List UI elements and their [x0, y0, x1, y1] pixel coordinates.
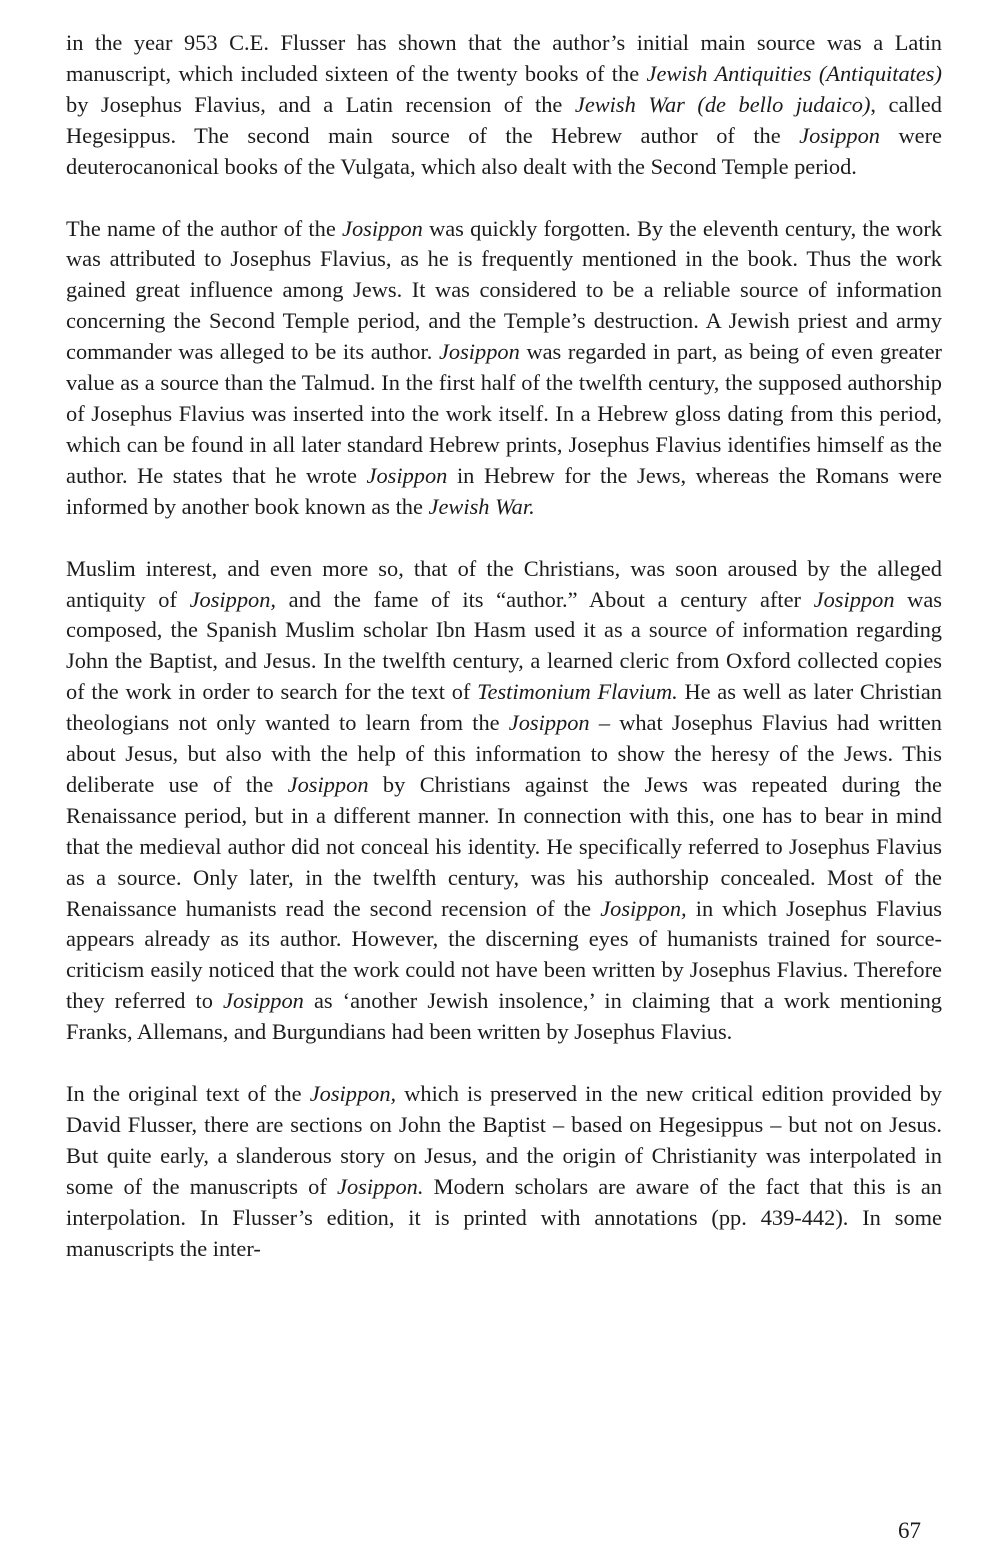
text-segment: was quickly forgotten. By the eleventh century, the work was attributed to Josephus Flavius, as he is frequently mentioned in the book. Thus the work gained great influence among Jews. It was considered to be a reliable source of information concerning the Second Temple period, and the Temple’s destruction. A Jewish priest and army commander was alleged to be its author.	[66, 215, 942, 365]
paragraph-1	[66, 28, 942, 183]
italic-text-segment: Josippon	[223, 988, 304, 1014]
italic-text-segment: Josippon.	[337, 1173, 424, 1199]
italic-text-segment: Josippon,	[189, 586, 277, 612]
paragraph-2	[66, 214, 942, 523]
paragraph-gap	[66, 183, 942, 214]
text-segment: by Josephus Flavius, and a Latin recension of the	[66, 91, 575, 117]
paragraph-gap	[66, 523, 942, 554]
text-segment: in the year 953 C.E. Flusser has shown that the author’s initial main source was a Latin manuscript, which included sixteen of the twenty books of the	[66, 30, 942, 86]
text-segment: were deuterocanonical books of the Vulgata, which also dealt with the Second Temple period.	[66, 122, 942, 179]
italic-text-segment: Josippon	[508, 710, 590, 736]
italic-text-segment: Josippon	[342, 215, 423, 241]
text-segment: in which Josephus Flavius appears already as its author. However, the discerning eyes of humanists trained for source-criticism easily noticed that the work could not have been written by Josephus Flavius. Therefore they referred to	[66, 895, 942, 1014]
text-segment: In the original text of the	[66, 1081, 310, 1107]
text-segment: as ‘another Jewish insolence,’ in claiming that a work mentioning Franks, Allemans, and Burgundians had been written by Josephus Flavius.	[66, 988, 943, 1045]
text-segment: The name of the author of the	[66, 215, 342, 241]
italic-text-segment: Jewish War.	[428, 493, 535, 519]
paragraph-4	[66, 1079, 942, 1264]
italic-text-segment: Josippon	[438, 339, 520, 365]
text-segment: He as well as later Christian theologians not only wanted to learn from the	[66, 679, 942, 736]
text-segment: by Christians against the Jews was repeated during the Renaissance period, but in a different manner. In connection with this, one has to bear in mind that the medieval author did not conceal his identity. He specifically referred to Josephus Flavius as a source. Only later, in the twelfth century, was his authorship concealed. Most of the Renaissance humanists read the second recension of the	[66, 771, 942, 921]
italic-text-segment: Josippon,	[309, 1081, 397, 1107]
text-segment: Modern scholars are aware of the fact that this is an interpolation. In Flusser’s edition, it is printed with annotations (pp. 439-442). In some manuscripts the inter-	[66, 1173, 942, 1261]
paragraph-gap	[66, 1048, 942, 1079]
italic-text-segment: Jewish War (de bello judaico)	[574, 91, 871, 117]
italic-text-segment: Josippon	[287, 771, 369, 797]
page-number: 67	[898, 1518, 921, 1543]
italic-text-segment: Jewish Antiquities (Antiquitates)	[646, 60, 942, 86]
text-segment: in Hebrew for the Jews, whereas the Romans were informed by another book known as the	[66, 462, 942, 519]
text-segment: Muslim interest, and even more so, that of the Christians, was soon aroused by the alleged antiquity of	[66, 555, 942, 612]
text-segment: was regarded in part, as being of even greater value as a source than the Talmud. In the first half of the twelfth century, the supposed authorship of Josephus Flavius was inserted into the work itself. In a Hebrew gloss dating from this period, which can be found in all later standard Hebrew prints, Josephus Flavius identifies himself as the author. He states that he wrote	[66, 339, 943, 488]
text-segment: – what Josephus Flavius had written about Jesus, but also with the help of this information to show the heresy of the Jews. This deliberate use of the	[66, 710, 942, 797]
italic-text-segment: Josippon	[813, 586, 895, 612]
italic-text-segment: Josippon	[799, 122, 881, 148]
italic-text-segment: Josippon,	[600, 895, 687, 921]
text-segment: which is preserved in the new critical edition provided by David Flusser, there are sections on John the Baptist – based on Hegesippus – but not on Jesus. But quite early, a slanderous story on Jesus, and the origin of Christianity was interpolated in some of the manuscripts of	[66, 1081, 942, 1199]
paragraph-3	[66, 554, 942, 1049]
text-segment: and the fame of its “author.” About a century after	[276, 586, 814, 612]
italic-text-segment: Josippon	[366, 462, 448, 488]
text-segment: , called Hegesippus. The second main source of the Hebrew author of the	[66, 91, 943, 148]
text-segment: was composed, the Spanish Muslim scholar Ibn Hasm used it as a source of information regarding John the Baptist, and Jesus. In the twelfth century, a learned cleric from Oxford collected copies of the work in order to search for the text of	[66, 586, 943, 705]
page-body	[66, 28, 942, 1265]
italic-text-segment: Testimonium Flavium.	[477, 679, 678, 705]
